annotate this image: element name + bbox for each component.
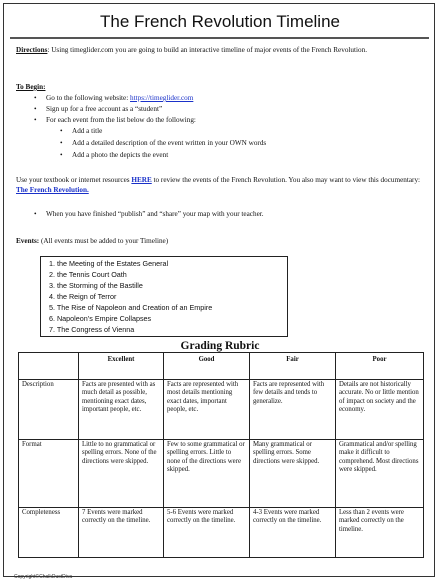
to-begin-item-text: Go to the following website:: [46, 94, 131, 102]
rubric-cell: 4-3 Events were marked correctly on the timeline.: [250, 508, 336, 558]
rubric-cell: Few to some grammatical or spelling errors. Little to none of the directions were skipped.: [164, 440, 250, 508]
sub-item: • Add a title: [72, 126, 102, 136]
events-heading: [16, 236, 421, 246]
rubric-header-cell: Good: [164, 353, 250, 380]
rubric-cell: Little to no grammatical or spelling errors. None of the directions were skipped.: [79, 440, 164, 508]
rubric-cell: Details are not historically accurate. No or little mention of impact on society and the economy.: [336, 380, 424, 440]
publish-instruction: • When you have finished “publish” and “share” your map with your teacher.: [46, 209, 264, 219]
resources-text: to review the events of the French Revolution. You also may want to view this documentary:: [151, 176, 421, 184]
events-note: (All events must be added to your Timeline): [39, 237, 169, 245]
directions-paragraph: [16, 45, 421, 55]
rubric-cell: 7 Events were marked correctly on the timeline.: [79, 508, 164, 558]
copyright-footer: Copyright©ChalkDustDiva: [14, 574, 73, 580]
resources-text: Use your textbook or internet resources: [16, 176, 132, 184]
sub-item: • Add a detailed description of the event written in your OWN words: [72, 138, 266, 148]
rubric-header-row: [19, 353, 424, 380]
events-label: Events:: [16, 237, 40, 245]
event-item: 4. the Reign of Terror: [49, 292, 117, 301]
rubric-criterion: Format: [19, 440, 79, 508]
to-begin-item: [46, 93, 193, 103]
rubric-row-completeness: [19, 508, 424, 558]
sub-item: • Add a photo the depicts the event: [72, 150, 168, 160]
rubric-header-cell: Excellent: [79, 353, 164, 380]
rubric-header-cell: Fair: [250, 353, 336, 380]
rubric-row-description: [19, 380, 424, 440]
resources-paragraph: [16, 175, 421, 195]
event-item: 5. The Rise of Napoleon and Creation of an Empire: [49, 303, 213, 312]
page-title: The French Revolution Timeline: [99, 12, 340, 31]
rubric-header-cell: Poor: [336, 353, 424, 380]
event-item: 6. Napoleon’s Empire Collapses: [49, 314, 152, 323]
event-item: 3. the Storming of the Bastille: [49, 281, 143, 290]
rubric-criterion: Description: [19, 380, 79, 440]
rubric-row-format: [19, 440, 424, 508]
rubric-cell: Many grammatical or spelling errors. Some directions were skipped.: [250, 440, 336, 508]
rubric-cell: Facts are represented with most details mentioning exact dates, important people, etc.: [164, 380, 250, 440]
to-begin-item: • Sign up for a free account as a “student”: [46, 104, 162, 114]
event-item: 7. The Congress of Vienna: [49, 325, 135, 334]
directions-label: Directions: [16, 46, 48, 54]
directions-text: : Using timeglider.com you are going to build an interactive timeline of major events of the French Revolution.: [47, 46, 367, 54]
events-list-box: [40, 256, 288, 337]
rubric-title: Grading Rubric: [180, 340, 260, 352]
rubric-cell: Facts are represented with few details and tends to generalize.: [250, 380, 336, 440]
event-item: 2. the Tennis Court Oath: [49, 270, 127, 279]
rubric-cell: Less than 2 events were marked correctly on the timeline.: [336, 508, 424, 558]
grading-rubric-table: [18, 352, 424, 558]
rubric-cell: Facts are presented with as much detail as possible, mentioning exact dates, important people, etc.: [79, 380, 164, 440]
here-link[interactable]: HERE: [131, 176, 152, 184]
title-divider: [10, 37, 429, 39]
rubric-criterion: Completeness: [19, 508, 79, 558]
rubric-header-cell: [19, 353, 79, 380]
rubric-cell: Grammatical and/or spelling make it difficult to comprehend. Most directions were skipped.: [336, 440, 424, 508]
to-begin-item: • For each event from the list below do the following:: [46, 115, 196, 125]
timeglider-link[interactable]: https://timeglider.com: [130, 94, 194, 102]
rubric-cell: 5-6 Events were marked correctly on the timeline.: [164, 508, 250, 558]
event-item: 1. the Meeting of the Estates General: [49, 259, 169, 268]
documentary-link[interactable]: The French Revolution.: [16, 186, 89, 194]
to-begin-label: To Begin:: [16, 83, 46, 91]
